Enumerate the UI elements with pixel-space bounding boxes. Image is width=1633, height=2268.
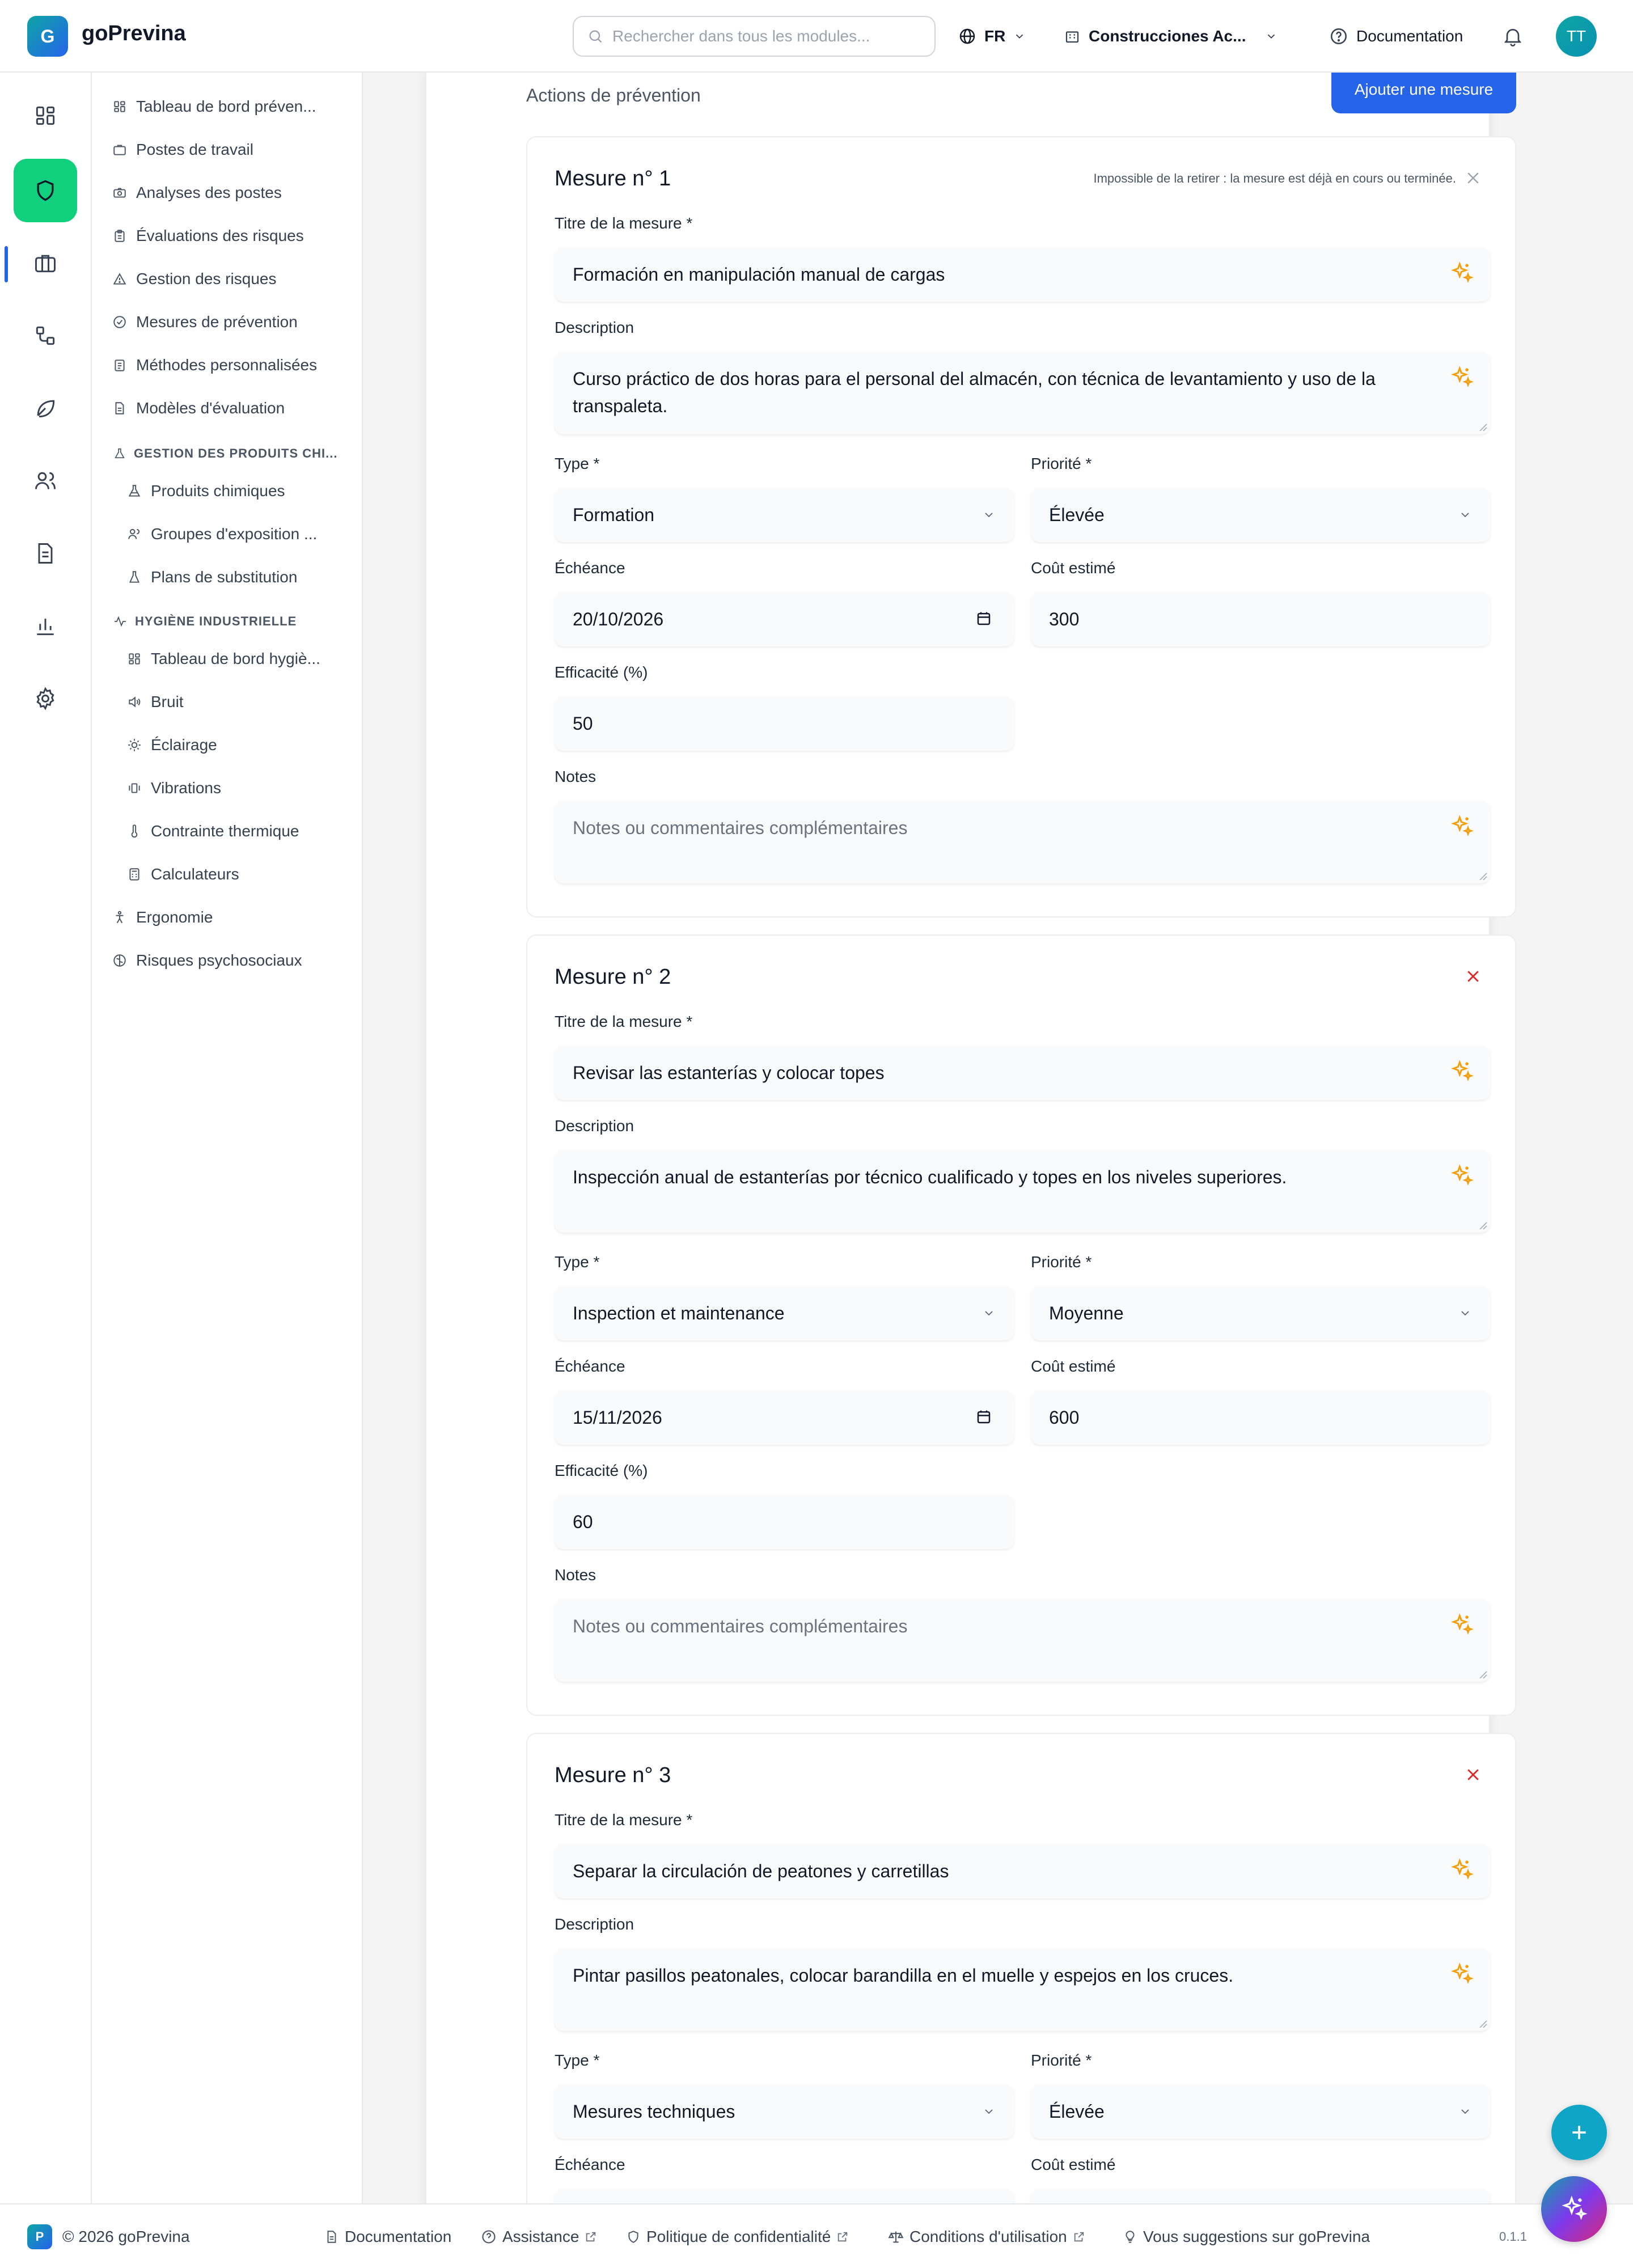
- type-label: Type *: [555, 455, 600, 472]
- sidebar-item-exposure-groups[interactable]: [127, 517, 354, 551]
- sidebar-item-risk-evaluations[interactable]: [112, 219, 350, 253]
- priority-value: Élevée: [1049, 504, 1105, 525]
- priority-select[interactable]: [1031, 488, 1490, 542]
- sidebar-item-label: Bruit: [151, 693, 184, 710]
- type-label: Type *: [555, 1253, 600, 1271]
- external-link-icon: [585, 2231, 597, 2243]
- cost-input[interactable]: [1031, 2189, 1490, 2203]
- cost-label: Coût estimé: [1031, 2156, 1116, 2173]
- globe-icon: [958, 27, 976, 45]
- sidebar-item-substitution-plans[interactable]: [127, 560, 354, 594]
- sidebar-item-label: Tableau de bord hygiè...: [151, 650, 320, 667]
- file-icon: [112, 401, 127, 416]
- ai-sparkle-icon[interactable]: [1449, 1613, 1474, 1637]
- sidebar-item-label: Évaluations des risques: [136, 227, 304, 244]
- measure-heading: Mesure n° 2: [555, 965, 671, 989]
- users-icon: [33, 468, 58, 493]
- activity-icon: [113, 615, 127, 628]
- dashboard-icon: [33, 103, 58, 128]
- section-title: Actions de prévention: [526, 85, 701, 105]
- camera-icon: [112, 185, 127, 200]
- prevention-actions-panel: [426, 73, 1494, 2203]
- sidebar-item-lighting[interactable]: [127, 728, 354, 762]
- measure-heading: Mesure n° 3: [555, 1763, 671, 1787]
- sidebar-item-label: Tableau de bord préven...: [136, 98, 316, 115]
- brain-icon: [112, 953, 127, 968]
- language-selector[interactable]: [958, 16, 1026, 57]
- sidebar-item-hygiene-dashboard[interactable]: [127, 642, 354, 676]
- resize-handle-icon[interactable]: [1478, 422, 1488, 432]
- footer-suggestions-link[interactable]: [1123, 2204, 1370, 2268]
- sidebar-section-industrial-hygiene[interactable]: [113, 609, 352, 634]
- type-select[interactable]: [555, 2084, 1014, 2139]
- measure-card: [526, 136, 1516, 917]
- deadline-date-input[interactable]: [555, 1390, 1014, 1445]
- sidebar-item-label: Analyses des postes: [136, 184, 282, 201]
- gear-icon: [33, 686, 58, 711]
- clipboard-icon: [112, 229, 127, 243]
- deadline-label: Échéance: [555, 2156, 625, 2173]
- search-input[interactable]: [612, 27, 907, 45]
- deadline-value: 20/10/2026: [573, 608, 664, 629]
- document-icon: [33, 541, 58, 566]
- main-content: [363, 73, 1633, 2203]
- cost-input[interactable]: [1031, 1390, 1490, 1445]
- sidebar-section-label: HYGIÈNE INDUSTRIELLE: [135, 614, 297, 628]
- rail-users[interactable]: [14, 449, 77, 513]
- sidebar-item-risk-management[interactable]: [112, 262, 350, 296]
- cost-value: 300: [1049, 608, 1080, 629]
- footer-brand: [27, 2204, 190, 2268]
- notes-textarea[interactable]: [555, 801, 1490, 883]
- type-label: Type *: [555, 2051, 600, 2069]
- rail-reports[interactable]: [14, 594, 77, 658]
- priority-select[interactable]: [1031, 2084, 1490, 2139]
- footer-assistance-label: Assistance: [502, 2228, 579, 2245]
- sidebar-item-custom-methods[interactable]: [112, 348, 350, 382]
- sidebar-item-job-analyses[interactable]: [112, 176, 350, 210]
- sidebar-item-label: Gestion des risques: [136, 270, 277, 287]
- file-icon: [324, 2229, 339, 2244]
- remove-measure-button: [1463, 168, 1483, 188]
- measure-title-input[interactable]: [555, 1046, 1490, 1100]
- sidebar-section-label: GESTION DES PRODUITS CHI...: [134, 446, 338, 460]
- priority-label: Priorité *: [1031, 2051, 1092, 2069]
- measure-description-value: Pintar pasillos peatonales, colocar barandilla en el muelle y espejos en los cruces.: [573, 1965, 1234, 1986]
- measure-title-value: Revisar las estanterías y colocar topes: [573, 1062, 885, 1083]
- deadline-date-input[interactable]: [555, 592, 1014, 646]
- calendar-icon[interactable]: [975, 610, 992, 627]
- rail-workflows[interactable]: [14, 304, 77, 367]
- description-label: Description: [555, 1117, 634, 1135]
- measure-title-value: Separar la circulación de peatones y carretillas: [573, 1860, 949, 1881]
- top-header: [0, 0, 1633, 73]
- measure-description-textarea[interactable]: [555, 1948, 1490, 2031]
- efficacy-value: 60: [573, 1511, 593, 1532]
- dashboard-icon: [127, 651, 142, 666]
- type-value: Mesures techniques: [573, 2101, 735, 2122]
- deadline-date-input[interactable]: [555, 2189, 1014, 2203]
- speaker-icon: [127, 695, 142, 709]
- priority-label: Priorité *: [1031, 455, 1092, 472]
- rail-environment[interactable]: [14, 376, 77, 440]
- priority-label: Priorité *: [1031, 1253, 1092, 1271]
- calendar-icon[interactable]: [975, 1408, 992, 1425]
- type-value: Inspection et maintenance: [573, 1302, 785, 1323]
- footer-documentation-link[interactable]: [324, 2204, 451, 2268]
- efficacy-input[interactable]: [555, 696, 1014, 751]
- deadline-label: Échéance: [555, 1357, 625, 1375]
- external-link-icon: [1073, 2231, 1085, 2243]
- measure-heading: Mesure n° 1: [555, 167, 671, 191]
- rail-dashboard[interactable]: [14, 84, 77, 147]
- cost-value: 600: [1049, 1407, 1080, 1428]
- measure-description-textarea[interactable]: [555, 1150, 1490, 1233]
- sidebar-item-prevention-measures[interactable]: [112, 305, 350, 339]
- workflow-icon: [33, 323, 58, 348]
- app-version: 0.1.1: [1499, 2229, 1527, 2244]
- sidebar-item-label: Modèles d'évaluation: [136, 399, 285, 417]
- quick-add-button[interactable]: [1551, 2105, 1607, 2160]
- documentation-label: Documentation: [1356, 27, 1463, 45]
- close-icon: [1465, 1766, 1482, 1783]
- search-icon: [587, 28, 603, 44]
- ai-sparkle-icon[interactable]: [1449, 365, 1474, 390]
- sidebar-item-evaluation-templates[interactable]: [112, 391, 350, 425]
- measure-description-value: Inspección anual de estanterías por técnico cualificado y topes en los niveles superiores.: [573, 1167, 1287, 1187]
- sidebar-item-ergonomics[interactable]: [112, 900, 350, 934]
- briefcase-icon: [33, 251, 58, 276]
- sidebar-item-label: Éclairage: [151, 736, 217, 754]
- bell-icon: [1501, 25, 1524, 48]
- efficacy-label: Efficacité (%): [555, 663, 648, 681]
- help-circle-icon: [481, 2229, 497, 2245]
- sidebar-item-calculators[interactable]: [127, 857, 354, 891]
- ai-sparkle-icon: [1560, 2195, 1588, 2223]
- help-circle-icon: [1329, 27, 1348, 46]
- deadline-value: 15/11/2026: [573, 1407, 662, 1428]
- chevron-down-icon: [1013, 30, 1026, 43]
- rail-prevention[interactable]: [14, 159, 77, 222]
- app-logo[interactable]: G: [27, 16, 68, 57]
- sidebar-item-label: Produits chimiques: [151, 482, 285, 500]
- sidebar-item-label: Contrainte thermique: [151, 822, 299, 840]
- chevron-down-icon: [1458, 2105, 1472, 2118]
- chevron-down-icon: [1458, 508, 1472, 522]
- measure-description-textarea[interactable]: [555, 352, 1490, 434]
- description-label: Description: [555, 319, 634, 336]
- description-label: Description: [555, 1915, 634, 1933]
- sidebar-item-label: Mesures de prévention: [136, 313, 298, 331]
- close-icon: [1465, 968, 1482, 985]
- notes-label: Notes: [555, 1566, 596, 1584]
- chevron-down-icon: [982, 1306, 996, 1320]
- plus-icon: [1568, 2121, 1590, 2144]
- measure-description-value: Curso práctico de dos horas para el personal del almacén, con técnica de levantamiento y uso de la transpaleta.: [573, 369, 1376, 416]
- company-name: Construcciones Ac...: [1089, 27, 1246, 45]
- rail-settings[interactable]: [14, 667, 77, 730]
- external-link-icon: [836, 2231, 849, 2243]
- footer-terms-label: Conditions d'utilisation: [909, 2228, 1067, 2245]
- person-icon: [112, 910, 127, 925]
- ai-sparkle-icon[interactable]: [1449, 1962, 1474, 1987]
- footer-assistance-link[interactable]: [481, 2204, 597, 2268]
- warning-icon: [112, 272, 127, 286]
- type-value: Formation: [573, 504, 655, 525]
- sidebar-item-label: Calculateurs: [151, 865, 239, 883]
- measure-card: [526, 1733, 1516, 2203]
- title-label: Titre de la mesure *: [555, 1811, 693, 1829]
- cost-input[interactable]: [1031, 592, 1490, 646]
- dashboard-icon: [112, 99, 127, 114]
- language-label: FR: [984, 27, 1006, 45]
- cost-label: Coût estimé: [1031, 559, 1116, 577]
- resize-handle-icon[interactable]: [1478, 1220, 1488, 1230]
- check-circle-icon: [112, 315, 127, 329]
- flask-icon: [113, 447, 126, 460]
- chevron-down-icon: [1265, 30, 1277, 43]
- ai-sparkle-icon[interactable]: [1449, 1163, 1474, 1188]
- ai-sparkle-icon[interactable]: [1449, 1857, 1474, 1882]
- sidebar-item-label: Risques psychosociaux: [136, 951, 302, 969]
- title-label: Titre de la mesure *: [555, 214, 693, 232]
- ai-sparkle-icon[interactable]: [1449, 1059, 1474, 1084]
- calculator-icon: [127, 867, 142, 882]
- sidebar-item-thermal-stress[interactable]: [127, 814, 354, 848]
- scale-icon: [888, 2229, 904, 2245]
- app-name[interactable]: goPrevina: [82, 22, 186, 45]
- chevron-down-icon: [1458, 1306, 1472, 1320]
- rail-documents[interactable]: [14, 522, 77, 585]
- measure-title-value: Formación en manipulación manual de cargas: [573, 264, 945, 285]
- footer: [0, 2203, 1633, 2268]
- measure-title-input[interactable]: [555, 1844, 1490, 1898]
- sidebar-item-chemicals[interactable]: [127, 474, 354, 508]
- leaf-icon: [33, 396, 58, 421]
- vibrate-icon: [127, 781, 142, 796]
- sidebar-item-noise[interactable]: [127, 685, 354, 719]
- measure-title-input[interactable]: [555, 247, 1490, 302]
- ai-sparkle-icon[interactable]: [1449, 261, 1474, 286]
- bar-chart-icon: [33, 613, 58, 638]
- notes-placeholder: Notes ou commentaires complémentaires: [573, 1616, 908, 1636]
- user-avatar[interactable]: TT: [1556, 16, 1597, 57]
- cost-label: Coût estimé: [1031, 1357, 1116, 1375]
- priority-select[interactable]: [1031, 1286, 1490, 1340]
- type-select[interactable]: [555, 488, 1014, 542]
- clipboard-list-icon: [112, 358, 127, 373]
- module-subnav: [92, 73, 363, 2203]
- close-icon: [1465, 170, 1482, 187]
- priority-value: Moyenne: [1049, 1302, 1124, 1323]
- rail-workstations[interactable]: [14, 231, 77, 295]
- sidebar-item-label: Ergonomie: [136, 908, 213, 926]
- documentation-link[interactable]: [1329, 16, 1463, 57]
- footer-suggestions-label: Vous suggestions sur goPrevina: [1143, 2228, 1370, 2245]
- shield-icon: [626, 2229, 641, 2244]
- sidebar-item-psychosocial-risks[interactable]: [112, 943, 350, 978]
- active-indicator: [5, 246, 8, 282]
- sidebar-section-chemicals[interactable]: [113, 441, 352, 466]
- notes-textarea[interactable]: [555, 1599, 1490, 1682]
- deadline-label: Échéance: [555, 559, 625, 577]
- efficacy-value: 50: [573, 713, 593, 734]
- remove-disabled-note: Impossible de la retirer : la mesure est déjà en cours ou terminée.: [1093, 171, 1456, 185]
- flask-icon: [127, 484, 142, 498]
- sidebar-item-vibrations[interactable]: [127, 771, 354, 805]
- module-rail: [0, 73, 92, 2203]
- measure-card: [526, 934, 1516, 1716]
- footer-documentation-label: Documentation: [345, 2228, 452, 2245]
- sidebar-item-label: Vibrations: [151, 779, 222, 797]
- chevron-down-icon: [982, 2105, 996, 2118]
- briefcase-icon: [112, 142, 127, 157]
- beaker-icon: [127, 570, 142, 585]
- remove-measure-button[interactable]: [1463, 966, 1483, 987]
- sidebar-item-prevention-dashboard[interactable]: [112, 90, 350, 124]
- resize-handle-icon[interactable]: [1478, 2019, 1488, 2029]
- users-icon: [127, 527, 142, 541]
- footer-terms-link[interactable]: [888, 2204, 1085, 2268]
- sidebar-item-label: Postes de travail: [136, 141, 253, 158]
- lightbulb-icon: [1123, 2229, 1137, 2244]
- ai-assistant-button[interactable]: [1541, 2176, 1607, 2242]
- ai-sparkle-icon[interactable]: [1449, 814, 1474, 839]
- sidebar-item-label: Groupes d'exposition ...: [151, 525, 318, 543]
- resize-handle-icon[interactable]: [1478, 871, 1488, 881]
- footer-privacy-link[interactable]: [626, 2204, 849, 2268]
- title-label: Titre de la mesure *: [555, 1013, 693, 1030]
- add-measure-button[interactable]: Ajouter une mesure: [1331, 73, 1516, 113]
- footer-logo: P: [27, 2224, 52, 2249]
- footer-copyright: © 2026 goPrevina: [62, 2228, 190, 2245]
- efficacy-input[interactable]: [555, 1495, 1014, 1549]
- notifications-button[interactable]: [1501, 16, 1524, 57]
- sidebar-item-label: Plans de substitution: [151, 568, 298, 586]
- footer-privacy-label: Politique de confidentialité: [646, 2228, 831, 2245]
- sun-icon: [127, 738, 142, 752]
- efficacy-label: Efficacité (%): [555, 1462, 648, 1479]
- sidebar-item-label: Méthodes personnalisées: [136, 356, 318, 374]
- shield-icon: [33, 178, 58, 203]
- resize-handle-icon[interactable]: [1478, 1669, 1488, 1679]
- building-icon: [1064, 28, 1081, 45]
- notes-label: Notes: [555, 768, 596, 785]
- priority-value: Élevée: [1049, 2101, 1105, 2122]
- company-selector[interactable]: [1064, 16, 1277, 57]
- chevron-down-icon: [982, 508, 996, 522]
- global-search[interactable]: [573, 16, 936, 57]
- type-select[interactable]: [555, 1286, 1014, 1340]
- remove-measure-button[interactable]: [1463, 1765, 1483, 1785]
- notes-placeholder: Notes ou commentaires complémentaires: [573, 818, 908, 838]
- sidebar-item-workstations[interactable]: [112, 133, 350, 167]
- thermometer-icon: [127, 824, 142, 839]
